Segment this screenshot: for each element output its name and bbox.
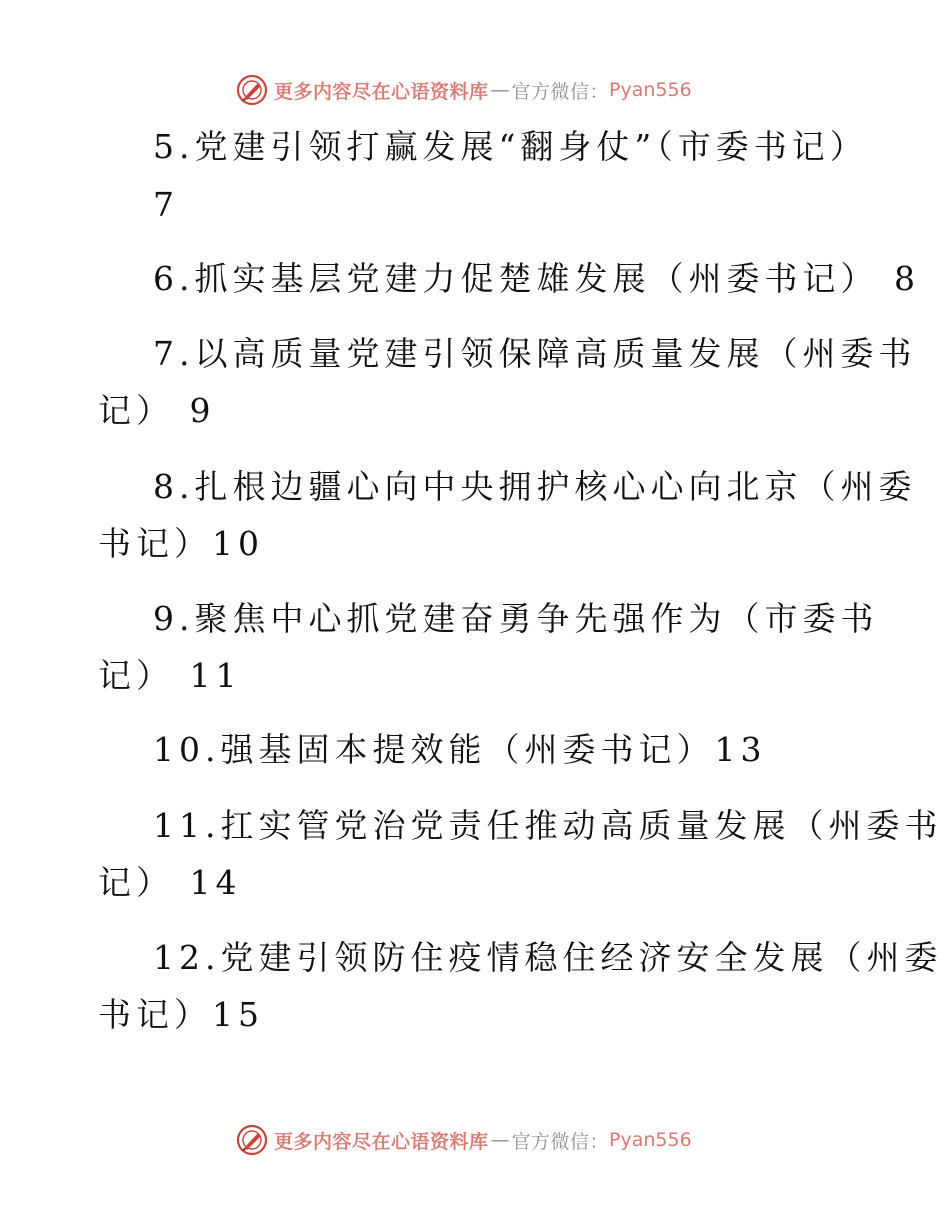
toc-entry-11-title: 11.扛实管党治党责任推动高质量发展（州委书: [153, 806, 943, 845]
header-watermark: [236, 73, 692, 107]
toc-entry-12-title: 12.党建引领防住疫情稳住经济安全发展（州委: [153, 938, 943, 977]
watermark-dash: —: [490, 79, 510, 101]
toc-entry-8-page: 书记）10: [98, 524, 264, 563]
toc-entry-9-title: 9.聚焦中心抓党建奋勇争先强作为（市委书: [153, 599, 879, 638]
pen-logo-icon: [236, 74, 268, 106]
toc-entry-5-page: 7: [153, 185, 175, 224]
watermark-wechat-label: 官方微信：: [511, 80, 610, 103]
watermark-wechat-id: Pyan556: [609, 1129, 692, 1151]
toc-entry-8-title: 8.扎根边疆心向中央拥护核心心向北京（州委: [153, 467, 917, 506]
watermark-dash: —: [490, 1129, 510, 1151]
watermark-wechat-id: Pyan556: [609, 79, 692, 101]
watermark-wechat-label: 官方微信：: [511, 1130, 610, 1153]
watermark-text: 更多内容尽在心语资料库: [274, 1130, 489, 1153]
toc-entry-5-title: 5.党建引领打赢发展“翻身仗”（市委书记）: [153, 127, 868, 166]
toc-entry-7-title: 7.以高质量党建引领保障高质量发展（州委书: [153, 334, 917, 373]
toc-entry-9-page: 记） 11: [98, 656, 242, 695]
toc-entry-6-title: 6.抓实基层党建力促楚雄发展（州委书记） 8: [153, 259, 920, 298]
pen-logo-icon: [236, 1124, 268, 1156]
watermark-text: 更多内容尽在心语资料库: [274, 80, 489, 103]
toc-entry-10-title: 10.强基固本提效能（州委书记）13: [153, 730, 767, 769]
toc-entry-7-page: 记） 9: [98, 391, 216, 430]
footer-watermark: [236, 1123, 692, 1157]
toc-entry-12-page: 书记）15: [98, 995, 264, 1034]
toc-entry-11-page: 记） 14: [98, 863, 242, 902]
